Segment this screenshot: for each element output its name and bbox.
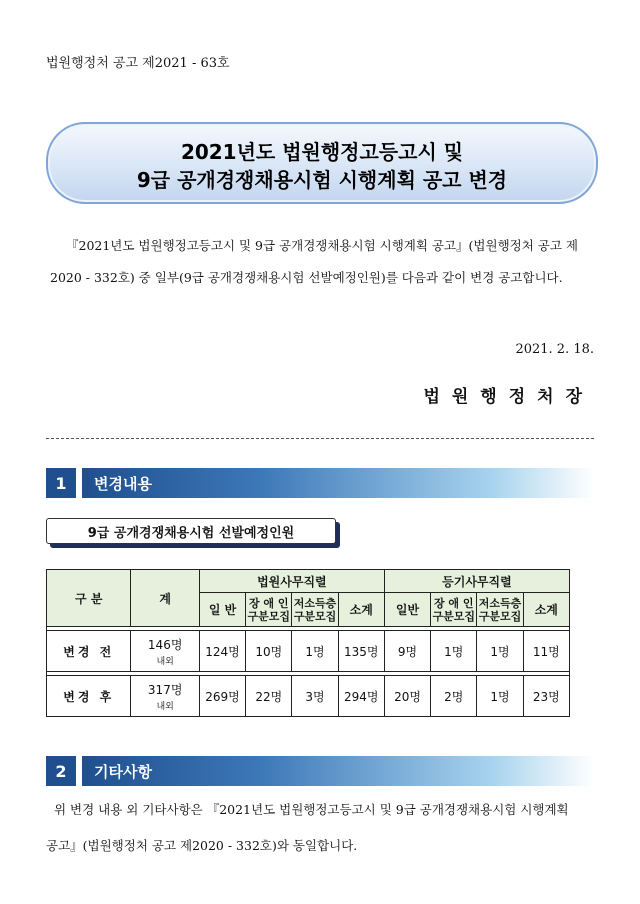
intro-line-1: 『2021년도 법원행정고등고시 및 9급 공개경쟁채용시험 시행계획 공고』(법원행정처 공고 제 bbox=[66, 238, 578, 253]
header-category: 구 분 bbox=[47, 570, 131, 627]
header-court-general: 일 반 bbox=[199, 593, 245, 627]
cell-reg-lowincome: 1명 bbox=[477, 676, 523, 717]
intro-line-2: 2020 - 332호) 중 일부(9급 공개경쟁채용시험 선발예정인원)를 다음과 같이 변경 공고합니다. bbox=[50, 270, 563, 285]
section-2-header bbox=[46, 756, 594, 786]
header-court-disabled bbox=[246, 593, 292, 627]
cell-court-disabled: 10명 bbox=[246, 631, 292, 672]
section-1-title: 변경내용 bbox=[82, 468, 594, 498]
row-total bbox=[131, 676, 199, 717]
cell-court-lowincome: 1명 bbox=[292, 631, 338, 672]
header-reg-lowincome bbox=[477, 593, 523, 627]
table-subheading: 9급 공개경쟁채용시험 선발예정인원 bbox=[46, 518, 336, 544]
recruitment-table bbox=[46, 569, 570, 717]
signer-name: 법원행정처장 bbox=[423, 387, 594, 407]
title-line-2: 9급 공개경쟁채용시험 시행계획 공고 변경 bbox=[136, 168, 508, 192]
cell-reg-general: 20명 bbox=[384, 676, 430, 717]
header-court-disabled-1: 장 애 인 bbox=[248, 596, 289, 610]
cell-reg-subtotal: 11명 bbox=[523, 631, 569, 672]
header-reg-disabled bbox=[431, 593, 477, 627]
cell-court-subtotal: 135명 bbox=[338, 631, 384, 672]
header-court-lowincome-1: 저소득층 bbox=[293, 596, 337, 610]
header-reg-disabled-2: 구분모집 bbox=[432, 609, 475, 623]
header-court-lowincome bbox=[292, 593, 338, 627]
cell-reg-disabled: 2명 bbox=[431, 676, 477, 717]
header-court-clerical: 법원사무직렬 bbox=[199, 570, 384, 593]
row-total-note: 내외 bbox=[156, 701, 174, 712]
row-label: 변경 후 bbox=[47, 676, 131, 717]
row-total-note: 내외 bbox=[156, 656, 174, 667]
notice-date: 2021. 2. 18. bbox=[515, 342, 594, 357]
cell-reg-subtotal: 23명 bbox=[523, 676, 569, 717]
row-total bbox=[131, 631, 199, 672]
header-reg-general: 일반 bbox=[384, 593, 430, 627]
header-court-disabled-2: 구분모집 bbox=[247, 609, 290, 623]
section-2-number: 2 bbox=[46, 756, 76, 786]
cell-court-general: 269명 bbox=[199, 676, 245, 717]
cell-court-lowincome: 3명 bbox=[292, 676, 338, 717]
dashed-divider bbox=[46, 438, 594, 439]
section-2-line-1: 위 변경 내용 외 기타사항은 『2021년도 법원행정고등고시 및 9급 공개경쟁채용시험 시행계획 bbox=[54, 802, 569, 817]
cell-reg-disabled: 1명 bbox=[431, 631, 477, 672]
header-court-lowincome-2: 구분모집 bbox=[293, 609, 337, 623]
cell-court-subtotal: 294명 bbox=[338, 676, 384, 717]
row-total-value: 317명 bbox=[147, 682, 183, 697]
cell-court-disabled: 22명 bbox=[246, 676, 292, 717]
header-reg-subtotal: 소계 bbox=[523, 593, 569, 627]
title-banner bbox=[46, 122, 598, 204]
header-court-subtotal: 소계 bbox=[338, 593, 384, 627]
header-reg-lowincome-2: 구분모집 bbox=[478, 609, 522, 623]
header-registry-clerical: 등기사무직렬 bbox=[384, 570, 569, 593]
section-2-line-2: 공고』(법원행정처 공고 제2020 - 332호)와 동일합니다. bbox=[46, 838, 358, 853]
section-2-title: 기타사항 bbox=[82, 756, 594, 786]
section-1-number: 1 bbox=[46, 468, 76, 498]
table-row-after bbox=[47, 676, 570, 717]
notice-number: 법원행정처 공고 제2021 - 63호 bbox=[46, 56, 230, 71]
cell-reg-lowincome: 1명 bbox=[477, 631, 523, 672]
cell-reg-general: 9명 bbox=[384, 631, 430, 672]
cell-court-general: 124명 bbox=[199, 631, 245, 672]
row-label: 변경 전 bbox=[47, 631, 131, 672]
table-row-before bbox=[47, 631, 570, 672]
title-line-1: 2021년도 법원행정고등고시 및 bbox=[180, 140, 464, 164]
header-reg-lowincome-1: 저소득층 bbox=[478, 596, 522, 610]
row-total-value: 146명 bbox=[147, 637, 183, 652]
header-total: 계 bbox=[131, 570, 199, 627]
header-reg-disabled-1: 장 애 인 bbox=[433, 596, 474, 610]
section-1-header bbox=[46, 468, 594, 498]
